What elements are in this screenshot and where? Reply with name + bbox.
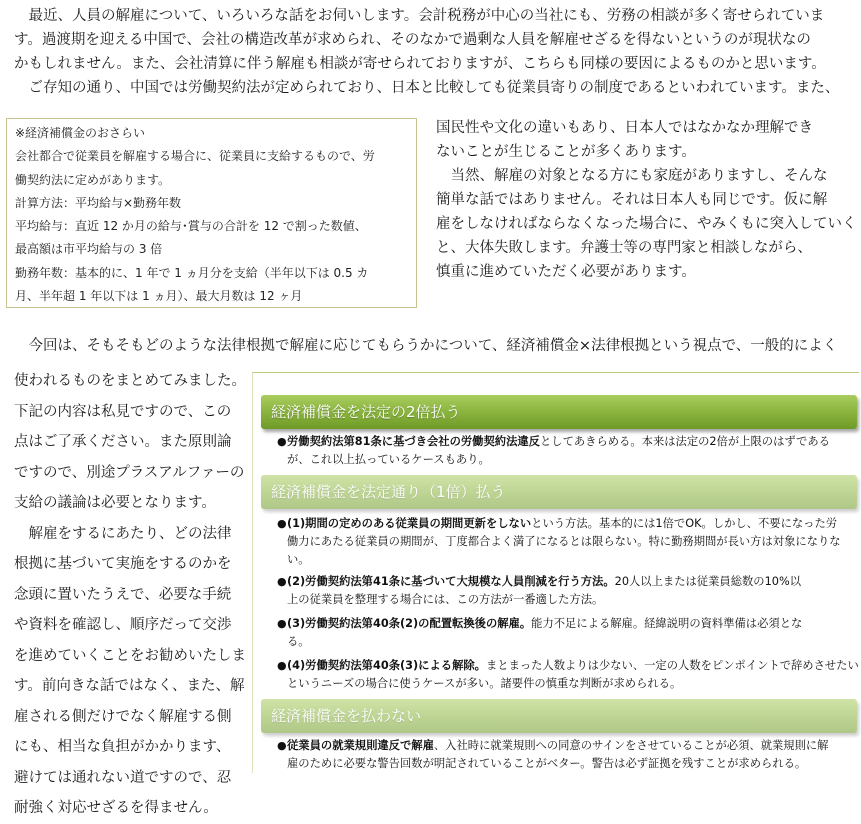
- note-line: 勤務年数：基本的に、1 年で 1 ヵ月分を支給（半年以下は 0.5 カ: [15, 265, 369, 280]
- section-title: 経済補償金を払わない: [271, 707, 422, 725]
- left-line: 解雇をするにあたり、どの法律: [14, 525, 232, 542]
- compensation-methods-panel: [252, 372, 859, 773]
- left-column-paragraph: [14, 366, 244, 824]
- note-line: 働契約法に定めがあります。: [15, 172, 171, 187]
- intro-paragraph: [14, 4, 849, 100]
- bullet-icon: ●: [277, 617, 287, 630]
- left-line: を進めていくことをお勧めいたしま: [14, 647, 246, 664]
- item-bold: (3)労働契約法第40条(2)の配置転換後の解雇。: [287, 617, 532, 630]
- item-text: 上の従業員を整理する場合には、この方法が一番適した方法。: [287, 593, 604, 606]
- left-line: ですので、別途プラスアルファーの: [14, 464, 245, 481]
- left-line: 耐強く対応せざるを得ません。: [14, 800, 218, 816]
- note-line: 月、半年超 1 年以下は 1 ヵ月）、最大月数は 12 ヶ月: [15, 289, 303, 304]
- item-text: が、これ以上払っているケースもあり。: [287, 453, 490, 466]
- compensation-note-box: [6, 118, 417, 308]
- list-item: [277, 515, 853, 569]
- note-line: 最高額は市平均給与の 3 倍: [15, 242, 163, 257]
- item-bold: 従業員の就業規則違反で解雇: [287, 739, 434, 752]
- right-line: 慎重に進めていただく必要があります。: [436, 264, 696, 280]
- bullet-icon: ●: [277, 435, 287, 448]
- right-line: と、大体失敗します。弁護士等の専門家と相談しながら、: [436, 240, 812, 256]
- item-bold: (1)期間の定めのある従業員の期間更新をしない: [287, 517, 532, 530]
- section-title: 経済補償金を法定の2倍払う: [271, 403, 461, 421]
- section-header-no-pay: [261, 699, 857, 733]
- left-line: 念頭に置いたうえで、必要な手続: [14, 586, 232, 603]
- left-line: 使われるものをまとめてみました。: [14, 373, 246, 389]
- list-item: [277, 433, 853, 469]
- section-header-statutory-pay: [261, 475, 857, 509]
- item-bold: (2)労働契約法第41条に基づいて大規模な人員削減を行う方法。: [287, 575, 615, 588]
- right-paragraph: [436, 116, 856, 284]
- item-text: まとまった人数よりは少ない、一定の人数をピンポイントで辞めさせたい: [485, 659, 859, 672]
- item-text: 20人以上または従業員総数の10%以: [614, 575, 801, 588]
- right-line: 当然、解雇の対象となる方にも家庭がありますし、そんな: [436, 168, 828, 184]
- bullet-icon: ●: [277, 659, 287, 672]
- item-text: る。: [287, 635, 310, 648]
- item-text: 能力不足による解雇。経緯説明の資料準備は必須とな: [531, 617, 803, 630]
- list-item: [277, 615, 853, 651]
- left-line: 下記の内容は私見ですので、この: [14, 403, 232, 420]
- item-text: い。: [287, 553, 310, 566]
- left-line: にも、相当な負担がかかります、: [14, 739, 231, 755]
- intro-line: ご存知の通り、中国では労働契約法が定められており、日本と比較しても従業員寄りの制度であるといわれています。また、: [14, 80, 840, 96]
- list-item: [277, 573, 853, 609]
- left-line: 避けては通れない道ですので、忍: [14, 769, 232, 786]
- intro-line: かもしれません。また、会社清算に伴う解雇も相談が寄せられておりますが、こちらも同様の要因によるものかと思います。: [14, 56, 826, 72]
- bullet-icon: ●: [277, 517, 287, 530]
- item-text: というニーズの場合に使うケースが多い。諸要件の慎重な判断が求められる。: [287, 677, 682, 690]
- note-line: 平均給与：直近 12 か月の給与･賞与の合計を 12 で割った数値、: [15, 219, 367, 234]
- note-line: 会社都合で従業員を解雇する場合に、従業員に支給するもので、労: [15, 149, 375, 164]
- section-title: 経済補償金を法定通り（1倍）払う: [271, 483, 506, 501]
- left-line: す。前向きな話ではなく、また、解: [14, 678, 245, 694]
- left-line: 雇される側だけでなく解雇する側: [14, 708, 232, 725]
- intro-line: す。過渡期を迎える中国で、会社の構造改革が求められ、そのなかで過剰な人員を解雇せざるを得ないというのが現状なの: [14, 32, 811, 48]
- lead-paragraph: [14, 334, 854, 358]
- bullet-icon: ●: [277, 575, 287, 588]
- right-line: 国民性や文化の違いもあり、日本人ではなかなか理解でき: [436, 120, 813, 136]
- left-line: 点はご了承ください。また原則論: [14, 434, 232, 450]
- item-text: 、入社時に就業規則への同意のサインをさせていることが必須、就業規則に解: [433, 739, 829, 752]
- item-text: としてあきらめる。本来は法定の2倍が上限のはずである: [539, 435, 830, 448]
- item-text: という方法。基本的には1倍でOK。しかし、不要になった労: [531, 517, 838, 530]
- list-item: [277, 737, 853, 773]
- note-title: ※経済補償金のおさらい: [15, 126, 146, 140]
- right-line: 雇をしなければならなくなった場合に、やみくもに突入していく: [436, 216, 857, 232]
- section-header-double-pay: [261, 395, 857, 429]
- left-line: 支給の議論は必要となります。: [14, 495, 216, 511]
- item-bold: 労働契約法第81条に基づき会社の労働契約法違反: [287, 435, 540, 448]
- list-item: [277, 657, 859, 693]
- right-line: ないことが生じることが多くあります。: [436, 144, 696, 160]
- item-text: 働力にあたる従業員の期間が、丁度都合よく満了になるとは限らない。特に勤務期間が長い方は対象になりな: [287, 535, 841, 548]
- left-line: や資料を確認し、順序だって交渉: [14, 617, 232, 633]
- intro-line: 最近、人員の解雇について、いろいろな話をお伺いします。会計税務が中心の当社にも、労務の相談が多く寄せられていま: [14, 8, 825, 24]
- left-line: 根拠に基づいて実施をするのかを: [14, 556, 232, 572]
- lead-line: 今回は、そもそもどのような法律根拠で解雇に応じてもらうかについて、経済補償金×法律根拠という視点で、一般的によく: [14, 338, 838, 354]
- item-text: 雇のために必要な警告回数が明記されていることがベター。警告は必ず証拠を残すことが求められる。: [287, 757, 807, 770]
- item-bold: (4)労働契約法第40条(3)による解除。: [287, 659, 486, 672]
- right-line: 簡単な話ではありません。それは日本人も同じです。仮に解: [436, 192, 828, 208]
- bullet-icon: ●: [277, 739, 287, 752]
- note-line: 計算方法：平均給与×勤務年数: [15, 195, 182, 210]
